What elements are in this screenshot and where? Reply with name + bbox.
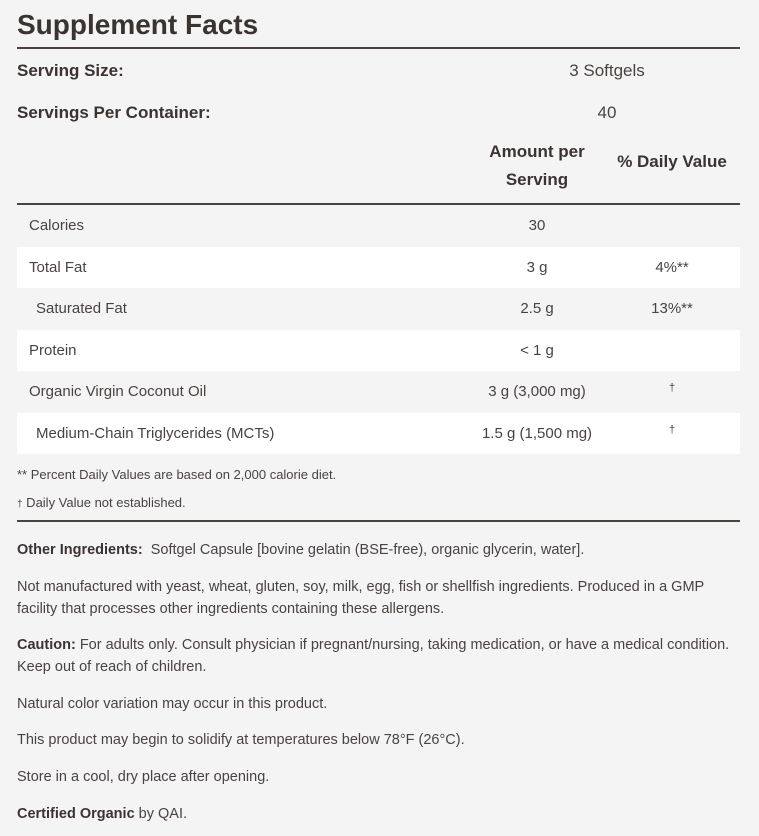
certified-label: Certified Organic (17, 806, 135, 822)
nutrient-amount: < 1 g (520, 341, 554, 359)
column-header-row (17, 133, 740, 203)
table-row (17, 288, 740, 330)
table-row (17, 247, 740, 289)
caution-text: For adults only. Consult physician if pregnant/nursing, taking medication, or have a medical condition. Keep out of reach of children. (17, 637, 730, 675)
dagger-symbol: † (17, 499, 23, 510)
nutrient-name: Protein (29, 341, 77, 359)
nutrient-amount: 1.5 g (1,500 mg) (481, 424, 593, 442)
table-row (17, 413, 740, 455)
nutrient-amount: 30 (528, 217, 546, 234)
servings-per-container-value: 40 (597, 103, 617, 122)
nutrient-name: Calories (29, 217, 85, 234)
amount-header-line1: Amount per (489, 142, 585, 161)
footnote-divider (17, 520, 740, 522)
solidify-statement: This product may begin to solidify at temperatures below 78°F (26°C). (17, 732, 465, 748)
other-ingredients-text: Softgel Capsule [bovine gelatin (BSE-free), organic glycerin, water]. (150, 542, 585, 558)
storage-statement: Store in a cool, dry place after opening. (17, 769, 270, 785)
dagger-footnote (17, 482, 740, 510)
nutrient-name: Medium-Chain Triglycerides (MCTs) (36, 424, 275, 442)
serving-size-label: Serving Size: (17, 61, 124, 80)
table-row (17, 205, 740, 247)
nutrient-name: Total Fat (29, 258, 87, 276)
caution-label: Caution: (17, 637, 76, 653)
table-row (17, 371, 740, 413)
serving-size-row (17, 49, 740, 91)
nutrient-name: Organic Virgin Coconut Oil (29, 383, 207, 400)
daily-value-header: % Daily Value (617, 152, 727, 171)
table-row (17, 330, 740, 372)
nutrient-daily-value: 4%** (655, 258, 689, 276)
dagger-footnote-text (17, 495, 186, 510)
page-title: Supplement Facts (17, 9, 259, 40)
nutrient-daily-value: † (668, 423, 676, 436)
nutrient-daily-value: † (668, 382, 676, 394)
dagger-note: Daily Value not established. (22, 495, 186, 510)
caution-statement (17, 634, 740, 678)
supplement-facts-panel (17, 0, 740, 825)
certification-statement (17, 803, 740, 825)
nutrient-amount: 2.5 g (520, 300, 554, 317)
nutrient-daily-value: 13%** (651, 300, 693, 317)
certified-text: by QAI. (138, 806, 188, 822)
amount-header-line2: Serving (505, 170, 569, 189)
serving-size-value: 3 Softgels (569, 61, 645, 80)
amount-per-serving-header (472, 138, 602, 194)
color-variation-statement: Natural color variation may occur in this product. (17, 696, 328, 712)
other-ingredients-label: Other Ingredients: (17, 542, 143, 558)
percent-daily-footnote-text: ** Percent Daily Values are based on 2,000 calorie diet. (17, 467, 337, 482)
other-ingredients (17, 539, 740, 561)
percent-daily-footnote (17, 454, 740, 482)
servings-per-container-label: Servings Per Container: (17, 103, 211, 122)
servings-per-container-row (17, 91, 740, 133)
nutrient-amount: 3 g (3,000 mg) (488, 383, 586, 400)
nutrient-amount: 3 g (526, 258, 548, 276)
nutrient-name: Saturated Fat (36, 300, 127, 317)
allergen-statement: Not manufactured with yeast, wheat, gluten, soy, milk, egg, fish or shellfish ingredients. Produced in a GMP facility that processes other ingredients containing these allergens. (17, 579, 704, 617)
